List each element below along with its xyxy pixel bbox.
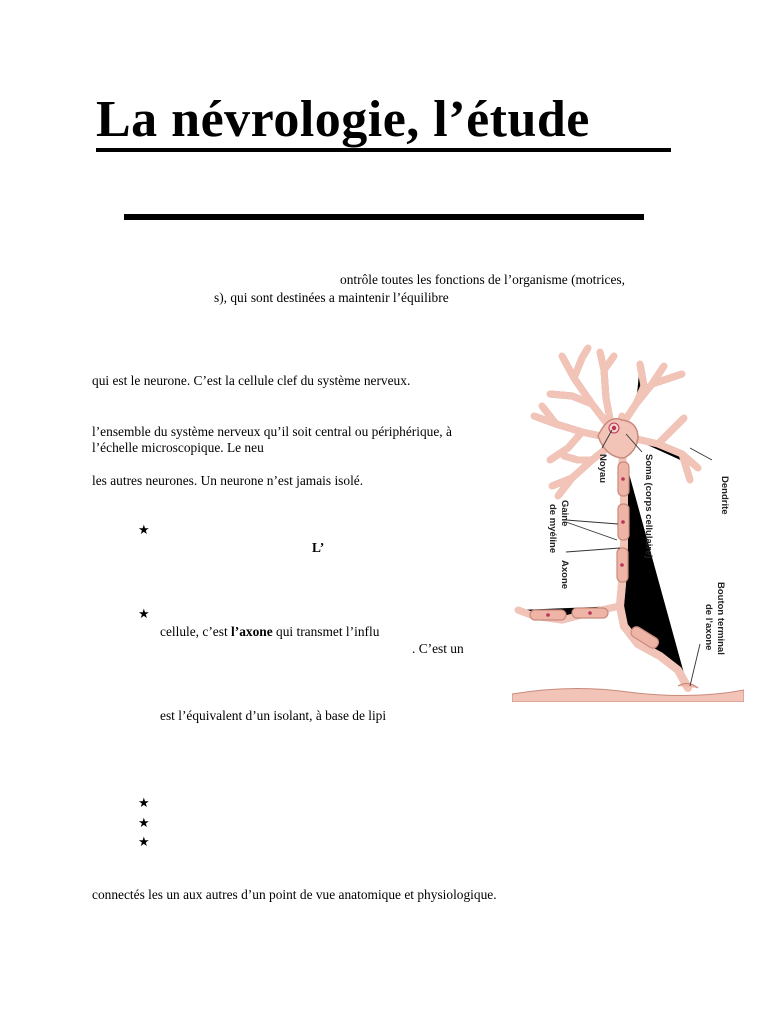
label-soma: Soma (corps cellulaire) xyxy=(643,454,654,559)
redacted-subtitle-bar xyxy=(124,214,644,220)
paragraph-1-line-1: ontrôle toutes les fonctions de l’organisme (motrices, xyxy=(340,272,625,287)
bullet-1-bold-text: L’ xyxy=(312,540,325,555)
bullet-2-line-3: est l’équivalent d’un isolant, à base de lipi xyxy=(160,708,387,723)
bullet-star-icon: ★ xyxy=(138,522,150,537)
label-gaine-line-2: de myéline xyxy=(547,504,558,554)
target-cell-shape xyxy=(512,688,744,702)
bullet-star-icon: ★ xyxy=(138,606,150,621)
nucleolus-shape xyxy=(612,426,616,430)
bullet-2-line-1: cellule, c’est l’axone qui transmet l’influ xyxy=(160,624,380,639)
label-bouton-line-2: de l’axone xyxy=(703,604,714,651)
neuron-illustration xyxy=(512,344,744,702)
paragraph-1-line-2: s), qui sont destinées a maintenir l’équilibre xyxy=(214,290,449,305)
bullet-star-icon: ★ xyxy=(138,795,150,810)
label-bouton-line-1: Bouton terminal xyxy=(715,582,726,655)
neuron-diagram xyxy=(512,344,744,702)
paragraph-3-line-3: les autres neurones. Un neurone n’est jamais isolé. xyxy=(92,473,364,488)
label-axone: Axone xyxy=(559,560,570,590)
title-underline xyxy=(96,148,671,152)
paragraph-3-line-2: l’échelle microscopique. Le neu xyxy=(92,440,264,455)
page-title: La névrologie, l’étude xyxy=(96,91,590,148)
label-noyau: Noyau xyxy=(597,454,608,484)
label-dendrite: Dendrite xyxy=(719,476,730,515)
bullet-2-line-2: . C’est un xyxy=(412,641,464,656)
paragraph-3-line-1: l’ensemble du système nerveux qu’il soit central ou périphérique, à xyxy=(92,424,452,439)
bullet-star-icon: ★ xyxy=(138,815,150,830)
label-gaine-line-1: Gaine xyxy=(559,500,570,527)
paragraph-2: qui est le neurone. C’est la cellule clef du système nerveux. xyxy=(92,373,411,388)
bullet-star-icon: ★ xyxy=(138,834,150,849)
paragraph-last: connectés les un aux autres d’un point de vue anatomique et physiologique. xyxy=(92,887,497,902)
